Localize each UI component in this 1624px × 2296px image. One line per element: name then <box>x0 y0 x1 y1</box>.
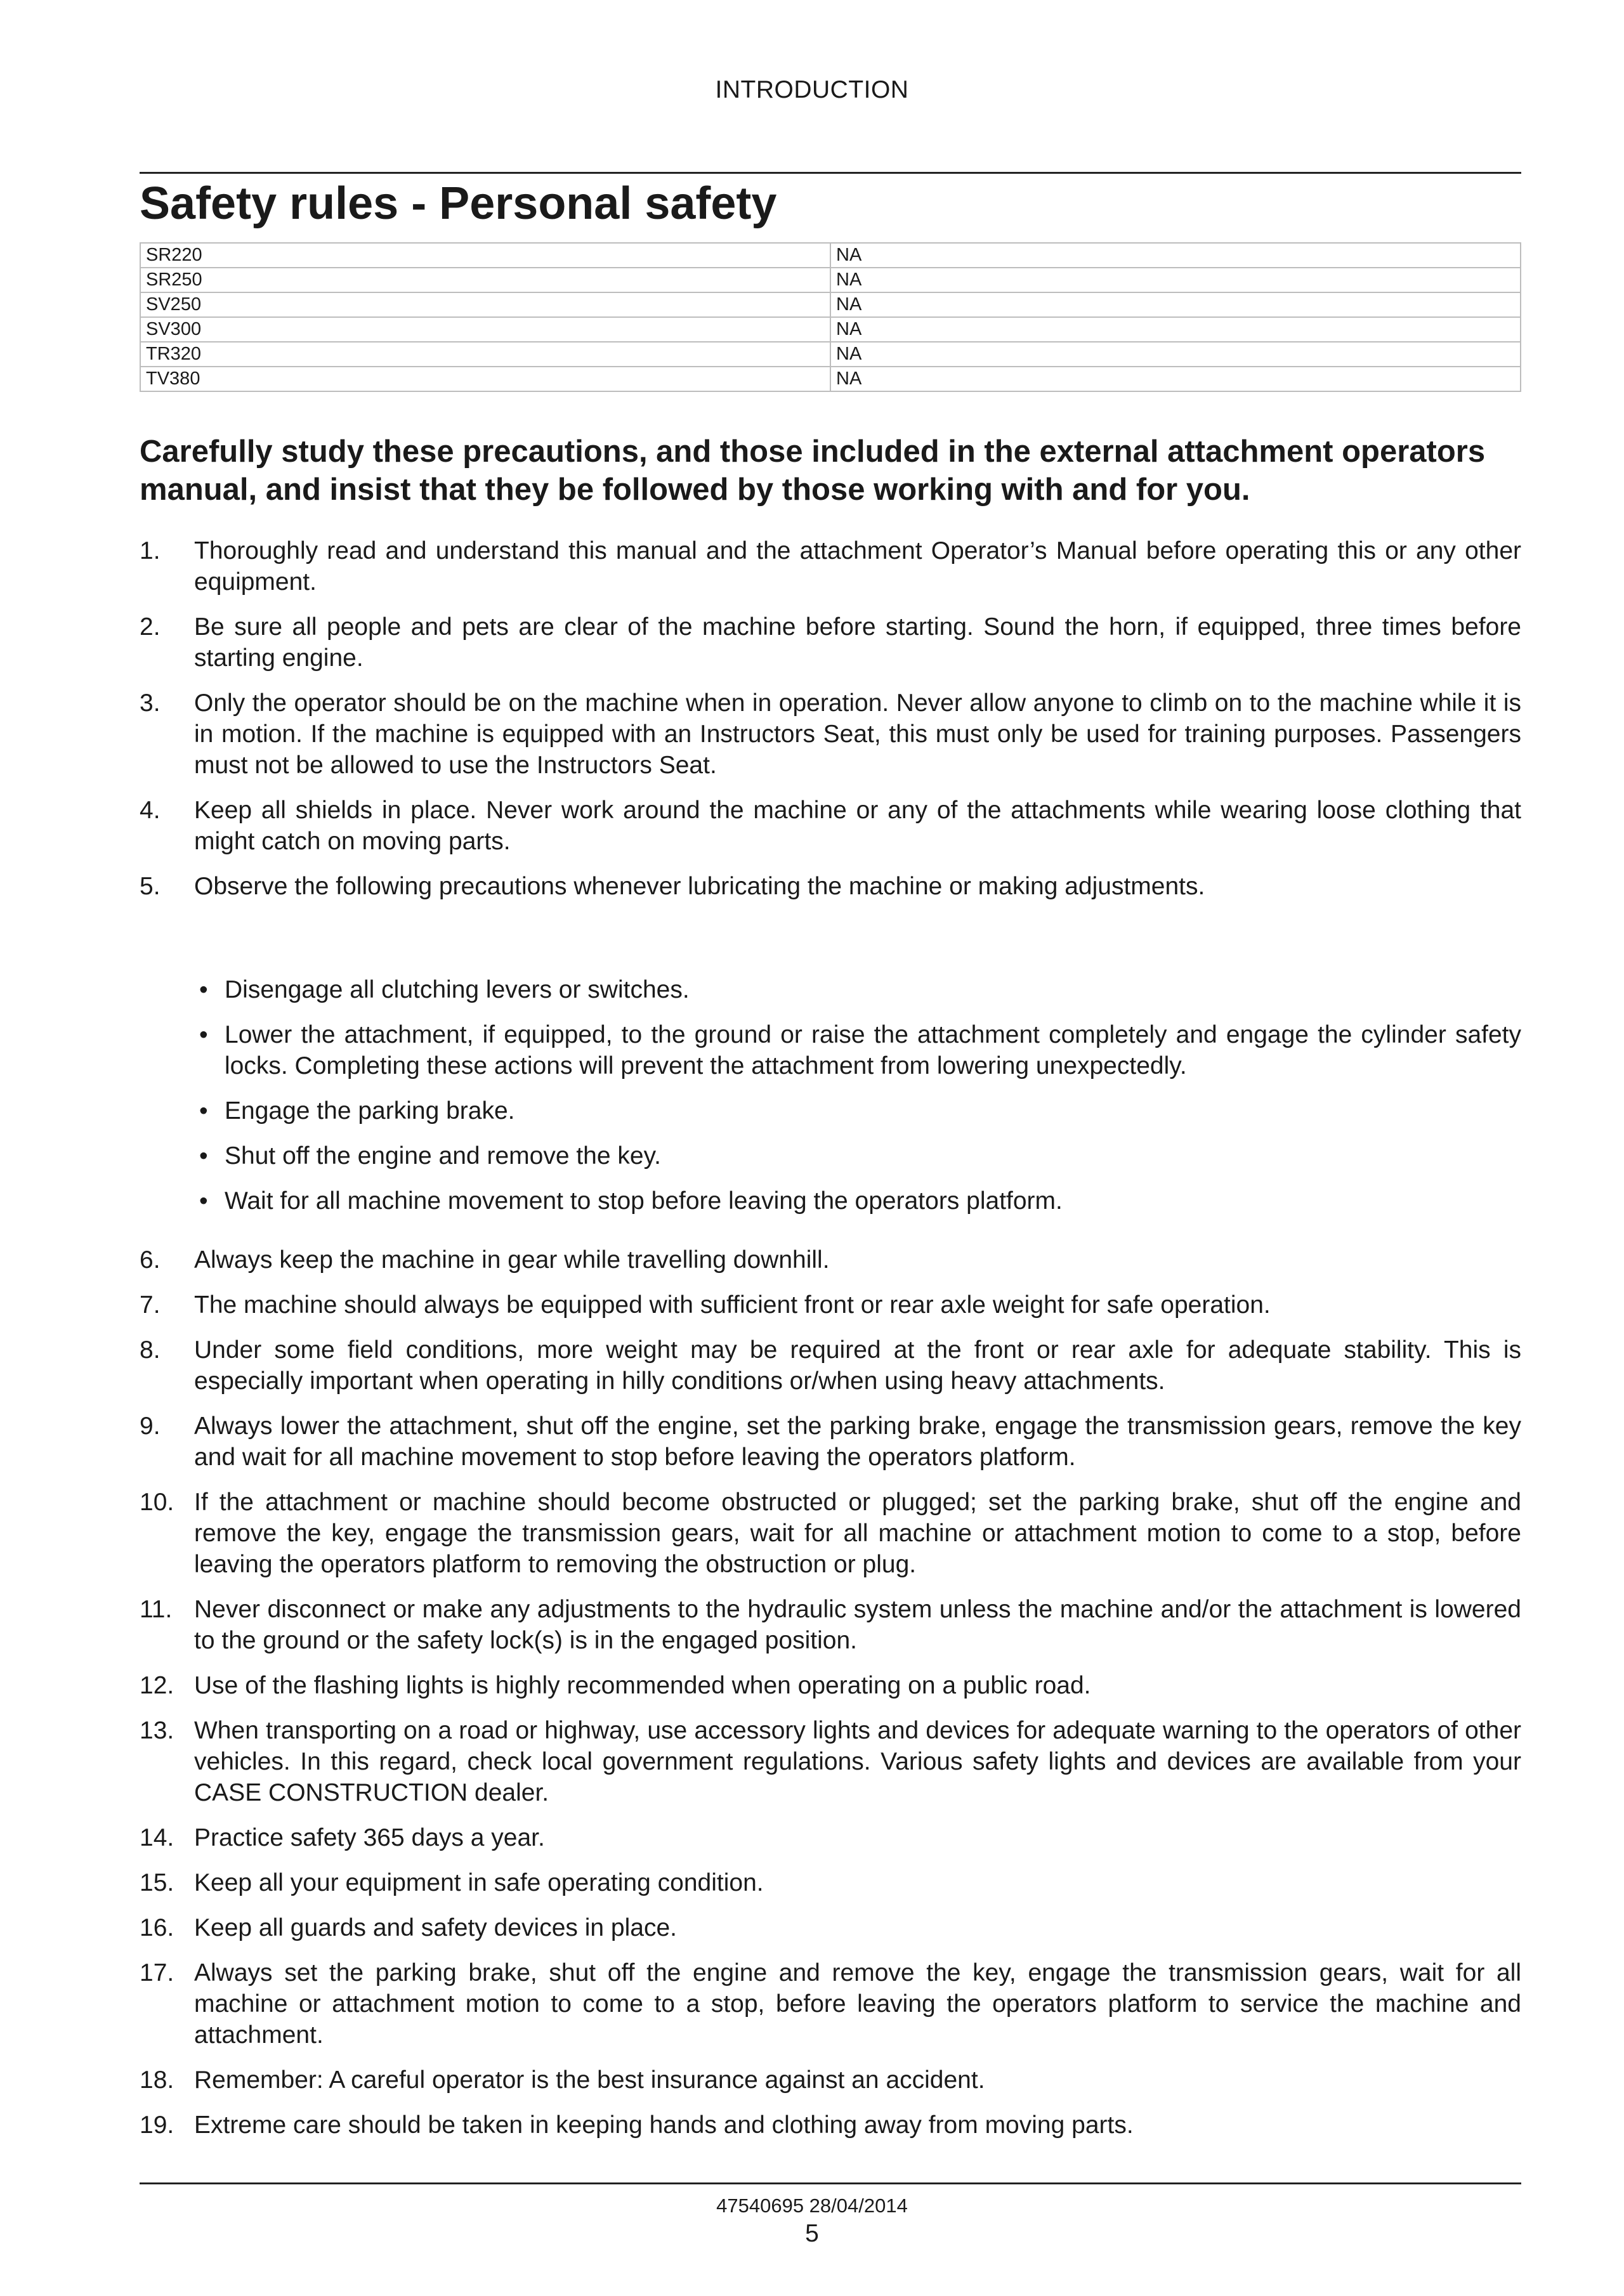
item-text: Extreme care should be taken in keeping hands and clothing away from moving parts. <box>194 2111 1134 2139</box>
list-item <box>140 1244 1521 1275</box>
item-text: Under some field conditions, more weight may be required at the front or rear axle for adequate stability. This is especially important when operating in hilly conditions or/when using heavy attachments. <box>194 1336 1521 1395</box>
bullet-mark: • <box>199 1021 208 1048</box>
list-item <box>140 1334 1521 1397</box>
list-item <box>140 1289 1521 1321</box>
list-item <box>140 1912 1521 1943</box>
list-item <box>140 871 1521 902</box>
item-text: Never disconnect or make any adjustments to the hydraulic system unless the machine and/or the attachment is lowered to the ground or the safety lock(s) is in the engaged position. <box>194 1596 1521 1654</box>
model-cell: SR250 <box>140 268 830 292</box>
item-number: 7. <box>140 1291 160 1319</box>
page-number: 5 <box>805 2220 819 2247</box>
list-item <box>140 1487 1521 1580</box>
item-number: 13. <box>140 1717 174 1744</box>
table-row <box>140 243 1521 268</box>
model-cell: SV250 <box>140 292 830 317</box>
list-item <box>140 611 1521 674</box>
value-cell: NA <box>830 342 1521 367</box>
footer-rule <box>140 2182 1521 2184</box>
bullet-text: Disengage all clutching levers or switches. <box>225 976 690 1003</box>
value-cell: NA <box>830 367 1521 391</box>
item-text: The machine should always be equipped with sufficient front or rear axle weight for safe operation. <box>194 1291 1271 1319</box>
numbered-list-part-1 <box>140 535 1521 916</box>
bullet-item <box>199 1019 1521 1081</box>
item-text: Only the operator should be on the machine when in operation. Never allow anyone to climb on to the machine while it is in motion. If the machine is equipped with an Instructors Seat, this must only be used for training purposes. Passengers must not be allowed to use the Instructors Seat. <box>194 689 1521 779</box>
list-item <box>140 1957 1521 2051</box>
model-cell: TR320 <box>140 342 830 367</box>
bullet-item <box>199 1140 1521 1171</box>
document-id: 47540695 28/04/2014 <box>716 2195 908 2217</box>
item-text: Always set the parking brake, shut off the engine and remove the key, engage the transmission gears, wait for all machine or attachment motion to come to a stop, before leaving the operators platform to service the machine and attachment. <box>194 1959 1521 2049</box>
item-number: 11. <box>140 1596 173 1623</box>
item-number: 12. <box>140 1672 174 1699</box>
item-text: Thoroughly read and understand this manual and the attachment Operator’s Manual before operating this or any other equipment. <box>194 537 1521 596</box>
value-cell: NA <box>830 292 1521 317</box>
numbered-list-part-2 <box>140 1244 1521 2155</box>
bullet-text: Wait for all machine movement to stop before leaving the operators platform. <box>225 1187 1063 1215</box>
item-number: 16. <box>140 1914 174 1941</box>
item-number: 5. <box>140 873 160 900</box>
item-number: 1. <box>140 537 160 564</box>
item-number: 3. <box>140 689 160 717</box>
item-number: 19. <box>140 2111 174 2139</box>
list-item <box>140 688 1521 781</box>
bullet-item <box>199 1095 1521 1126</box>
value-cell: NA <box>830 268 1521 292</box>
model-applicability-table <box>140 242 1521 392</box>
model-cell: SR220 <box>140 243 830 268</box>
item-text: Remember: A careful operator is the best insurance against an accident. <box>194 2066 985 2094</box>
bullet-item <box>199 974 1521 1005</box>
item-number: 9. <box>140 1412 160 1440</box>
item-number: 4. <box>140 797 160 824</box>
bullet-mark: • <box>199 976 208 1003</box>
bullet-text: Shut off the engine and remove the key. <box>225 1142 662 1170</box>
model-cell: TV380 <box>140 367 830 391</box>
table-row <box>140 292 1521 317</box>
list-item <box>140 535 1521 597</box>
item-text: Always keep the machine in gear while travelling downhill. <box>194 1246 830 1274</box>
bullet-mark: • <box>199 1187 208 1215</box>
item-text: Keep all guards and safety devices in place. <box>194 1914 677 1941</box>
item-text: Keep all your equipment in safe operating condition. <box>194 1869 764 1896</box>
item-text: When transporting on a road or highway, use accessory lights and devices for adequate warning to the operators of other vehicles. In this regard, check local government regulations. Various safety lights and devices are available from your CASE CONSTRUCTION dealer. <box>194 1717 1521 1806</box>
list-item <box>140 2110 1521 2141</box>
item-text: Always lower the attachment, shut off the engine, set the parking brake, engage the transmission gears, remove the key and wait for all machine movement to stop before leaving the operators platform. <box>194 1412 1521 1471</box>
model-cell: SV300 <box>140 317 830 342</box>
item-text: Be sure all people and pets are clear of the machine before starting. Sound the horn, if equipped, three times before starting engine. <box>194 613 1521 672</box>
item-number: 17. <box>140 1959 174 1986</box>
bullet-text: Engage the parking brake. <box>225 1097 515 1125</box>
list-item <box>140 1715 1521 1808</box>
page-title: Safety rules - Personal safety <box>140 178 777 229</box>
running-header: INTRODUCTION <box>715 76 909 103</box>
bullet-mark: • <box>199 1142 208 1170</box>
item-text: Observe the following precautions whenever lubricating the machine or making adjustments. <box>194 873 1205 900</box>
item-text: If the attachment or machine should become obstructed or plugged; set the parking brake, shut off the engine and remove the key, engage the transmission gears, wait for all machine or attachment motion to come to a stop, before leaving the operators platform to removing the obstruction or plug. <box>194 1489 1521 1578</box>
table-row <box>140 268 1521 292</box>
item-number: 10. <box>140 1489 174 1516</box>
list-item <box>140 2064 1521 2096</box>
list-item <box>140 795 1521 857</box>
bullet-mark: • <box>199 1097 208 1125</box>
precaution-bullet-list <box>199 974 1521 1230</box>
table-row <box>140 342 1521 367</box>
list-item <box>140 1411 1521 1473</box>
item-number: 14. <box>140 1824 174 1851</box>
item-number: 2. <box>140 613 160 641</box>
value-cell: NA <box>830 243 1521 268</box>
lead-paragraph: Carefully study these precautions, and those included in the external attachment operators manual, and insist that they be followed by those working with and for you. <box>140 434 1486 507</box>
list-item <box>140 1594 1521 1656</box>
table-row <box>140 367 1521 391</box>
value-cell: NA <box>830 317 1521 342</box>
header-rule <box>140 172 1521 174</box>
item-number: 6. <box>140 1246 160 1274</box>
item-number: 18. <box>140 2066 174 2094</box>
item-text: Use of the flashing lights is highly recommended when operating on a public road. <box>194 1672 1091 1699</box>
list-item <box>140 1867 1521 1898</box>
bullet-text: Lower the attachment, if equipped, to the ground or raise the attachment completely and engage the cylinder safety locks. Completing these actions will prevent the attachment from lowering unexpectedly. <box>225 1021 1521 1080</box>
list-item <box>140 1822 1521 1853</box>
item-text: Keep all shields in place. Never work around the machine or any of the attachments while wearing loose clothing that might catch on moving parts. <box>194 797 1521 855</box>
bullet-item <box>199 1185 1521 1216</box>
table-row <box>140 317 1521 342</box>
item-text: Practice safety 365 days a year. <box>194 1824 545 1851</box>
item-number: 8. <box>140 1336 160 1364</box>
list-item <box>140 1670 1521 1701</box>
item-number: 15. <box>140 1869 174 1896</box>
